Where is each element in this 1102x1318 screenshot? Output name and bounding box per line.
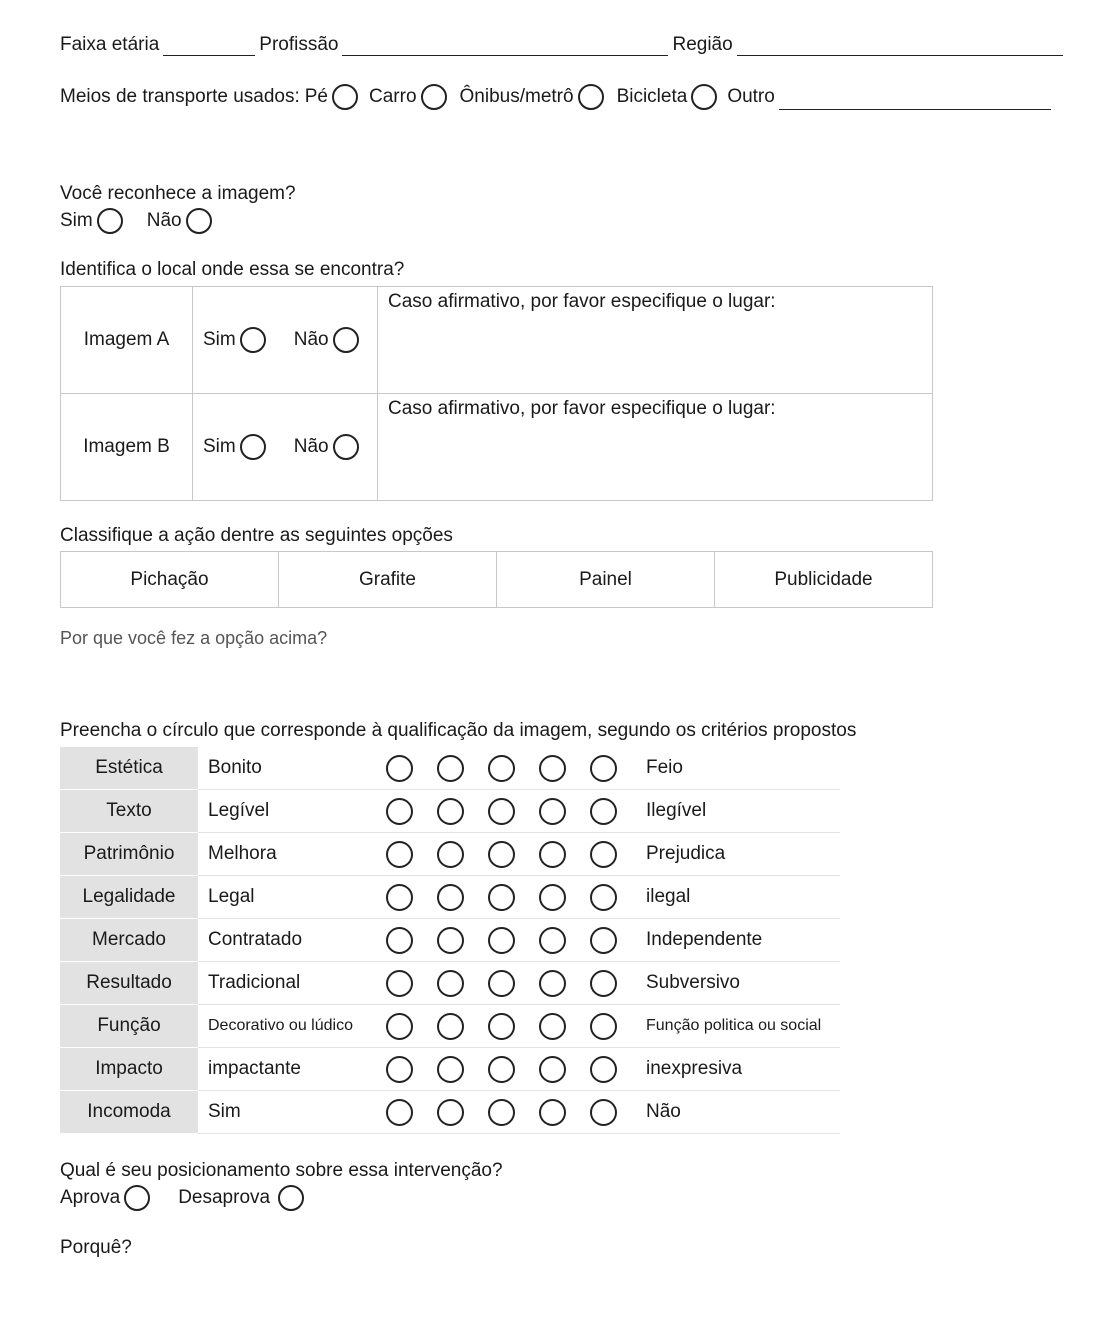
rating-scale — [378, 833, 642, 876]
rating-circle[interactable] — [590, 755, 617, 782]
identify-table — [60, 286, 933, 501]
rating-scale — [378, 1005, 642, 1048]
rating-circle[interactable] — [539, 1099, 566, 1126]
transport-option-onibus[interactable] — [460, 84, 604, 110]
rating-circle[interactable] — [539, 927, 566, 954]
rating-circle[interactable] — [590, 970, 617, 997]
radio-circle[interactable] — [278, 1185, 304, 1211]
rating-circle[interactable] — [488, 927, 515, 954]
rating-circle[interactable] — [488, 1099, 515, 1126]
rating-circle[interactable] — [488, 1013, 515, 1040]
rating-circle[interactable] — [590, 841, 617, 868]
radio-circle[interactable] — [186, 208, 212, 234]
recognize-yes-option[interactable] — [60, 208, 123, 234]
criteria-left-pole: Tradicional — [198, 962, 378, 1005]
disapprove-label: Desaprova — [178, 1187, 271, 1208]
position-why-question: Porquê? — [60, 1237, 132, 1258]
rating-circle[interactable] — [437, 927, 464, 954]
recognize-no-option[interactable] — [147, 208, 212, 234]
position-question: Qual é seu posicionamento sobre essa intervenção? — [60, 1160, 503, 1181]
radio-circle[interactable] — [124, 1185, 150, 1211]
rating-circle[interactable] — [539, 970, 566, 997]
yes-label: Sim — [203, 436, 236, 457]
transport-option-label: Carro — [369, 86, 417, 107]
age-field[interactable] — [163, 37, 255, 56]
criteria-row — [60, 1048, 840, 1091]
criteria-label: Texto — [60, 790, 198, 833]
rating-circle[interactable] — [386, 970, 413, 997]
rating-circle[interactable] — [386, 1099, 413, 1126]
criteria-row — [60, 790, 840, 833]
criteria-right-pole: ilegal — [642, 876, 840, 919]
rating-circle[interactable] — [437, 1099, 464, 1126]
rating-circle[interactable] — [590, 927, 617, 954]
identify-yes-no-cell — [193, 394, 378, 501]
identify-b-no-option[interactable] — [294, 434, 359, 460]
criteria-right-pole: Independente — [642, 919, 840, 962]
criteria-right-pole: Subversivo — [642, 962, 840, 1005]
recognize-options — [60, 208, 212, 234]
identify-image-label: Imagem B — [61, 394, 193, 501]
classify-question: Classifique a ação dentre as seguintes opções — [60, 525, 453, 546]
criteria-row — [60, 833, 840, 876]
criteria-left-pole: Contratado — [198, 919, 378, 962]
rating-circle[interactable] — [488, 970, 515, 997]
classify-table — [60, 551, 933, 608]
radio-circle[interactable] — [240, 327, 266, 353]
region-field[interactable] — [737, 37, 1063, 56]
classify-option-painel[interactable]: Painel — [497, 552, 715, 608]
rating-circle[interactable] — [590, 798, 617, 825]
transport-option-label: Bicicleta — [616, 86, 688, 107]
radio-circle[interactable] — [421, 84, 447, 110]
criteria-table — [60, 747, 840, 1134]
rating-circle[interactable] — [386, 755, 413, 782]
profession-label: Profissão — [259, 34, 339, 55]
rating-circle[interactable] — [437, 1056, 464, 1083]
criteria-label: Estética — [60, 747, 198, 790]
rating-circle[interactable] — [539, 798, 566, 825]
criteria-left-pole: Legal — [198, 876, 378, 919]
rating-circle[interactable] — [590, 1013, 617, 1040]
criteria-left-pole: Sim — [198, 1091, 378, 1134]
identify-note: Caso afirmativo, por favor especifique o lugar: — [388, 291, 776, 312]
recognize-yes-label: Sim — [60, 210, 93, 231]
criteria-row — [60, 1091, 840, 1134]
demographics-line — [60, 34, 1067, 56]
criteria-right-pole: Não — [642, 1091, 840, 1134]
transport-line — [60, 84, 1055, 110]
classify-why-question: Por que você fez a opção acima? — [60, 628, 328, 648]
rating-scale — [378, 962, 642, 1005]
criteria-question: Preencha o círculo que corresponde à qualificação da imagem, segundo os critérios propostos — [60, 720, 857, 741]
identify-a-yes-option[interactable] — [203, 327, 266, 353]
profession-field[interactable] — [342, 37, 668, 56]
rating-circle[interactable] — [437, 1013, 464, 1040]
classify-option-grafite[interactable]: Grafite — [279, 552, 497, 608]
rating-scale — [378, 919, 642, 962]
transport-other-label: Outro — [727, 86, 775, 107]
rating-scale — [378, 876, 642, 919]
criteria-right-pole: Feio — [642, 747, 840, 790]
criteria-label: Legalidade — [60, 876, 198, 919]
identify-question: Identifica o local onde essa se encontra? — [60, 259, 405, 280]
rating-circle[interactable] — [539, 1013, 566, 1040]
position-options — [60, 1185, 304, 1211]
rating-scale — [378, 747, 642, 790]
radio-circle[interactable] — [240, 434, 266, 460]
criteria-right-pole: Prejudica — [642, 833, 840, 876]
rating-scale — [378, 790, 642, 833]
identify-row-a — [61, 287, 933, 394]
disapprove-option[interactable] — [178, 1185, 304, 1211]
criteria-row — [60, 962, 840, 1005]
rating-circle[interactable] — [437, 798, 464, 825]
radio-circle[interactable] — [97, 208, 123, 234]
no-label: Não — [293, 436, 329, 457]
criteria-left-pole: impactante — [198, 1048, 378, 1091]
approve-label: Aprova — [60, 1187, 121, 1208]
rating-circle[interactable] — [386, 1056, 413, 1083]
radio-circle[interactable] — [332, 84, 358, 110]
rating-circle[interactable] — [386, 798, 413, 825]
rating-circle[interactable] — [488, 755, 515, 782]
criteria-left-pole: Melhora — [198, 833, 378, 876]
rating-circle[interactable] — [386, 884, 413, 911]
rating-circle[interactable] — [539, 1056, 566, 1083]
criteria-row — [60, 1005, 840, 1048]
radio-circle[interactable] — [691, 84, 717, 110]
criteria-label: Patrimônio — [60, 833, 198, 876]
criteria-row — [60, 747, 840, 790]
criteria-right-pole: Função politica ou social — [642, 1005, 840, 1048]
rating-circle[interactable] — [590, 884, 617, 911]
approve-option[interactable] — [60, 1185, 150, 1211]
rating-circle[interactable] — [386, 1013, 413, 1040]
rating-circle[interactable] — [437, 884, 464, 911]
radio-circle[interactable] — [333, 434, 359, 460]
criteria-right-pole: Ilegível — [642, 790, 840, 833]
criteria-label: Incomoda — [60, 1091, 198, 1134]
rating-circle[interactable] — [590, 1056, 617, 1083]
radio-circle[interactable] — [578, 84, 604, 110]
criteria-left-pole: Decorativo ou lúdico — [198, 1005, 378, 1048]
rating-circle[interactable] — [437, 755, 464, 782]
rating-circle[interactable] — [488, 841, 515, 868]
rating-scale — [378, 1091, 642, 1134]
transport-option-bicicleta[interactable] — [617, 84, 718, 110]
rating-scale — [378, 1048, 642, 1091]
rating-circle[interactable] — [488, 798, 515, 825]
criteria-label: Impacto — [60, 1048, 198, 1091]
transport-other-field[interactable] — [779, 91, 1051, 110]
identify-a-note-cell[interactable] — [378, 287, 933, 394]
region-label: Região — [672, 34, 733, 55]
identify-image-label: Imagem A — [61, 287, 193, 394]
transport-option-label: Ônibus/metrô — [459, 86, 574, 107]
criteria-right-pole: inexpresiva — [642, 1048, 840, 1091]
transport-label: Meios de transporte usados: — [60, 86, 300, 107]
rating-circle[interactable] — [488, 884, 515, 911]
criteria-row — [60, 919, 840, 962]
criteria-label: Função — [60, 1005, 198, 1048]
age-label: Faixa etária — [60, 34, 160, 55]
identify-b-note-cell[interactable] — [378, 394, 933, 501]
transport-option-pe[interactable] — [305, 84, 358, 110]
rating-circle[interactable] — [539, 884, 566, 911]
transport-option-carro[interactable] — [369, 84, 447, 110]
identify-b-yes-option[interactable] — [203, 434, 266, 460]
rating-circle[interactable] — [437, 970, 464, 997]
recognize-question: Você reconhece a imagem? — [60, 183, 296, 204]
classify-option-publicidade[interactable]: Publicidade — [715, 552, 933, 608]
identify-row-b — [61, 394, 933, 501]
rating-circle[interactable] — [488, 1056, 515, 1083]
criteria-label: Resultado — [60, 962, 198, 1005]
yes-label: Sim — [203, 329, 236, 350]
rating-circle[interactable] — [590, 1099, 617, 1126]
no-label: Não — [293, 329, 329, 350]
identify-yes-no-cell — [193, 287, 378, 394]
criteria-label: Mercado — [60, 919, 198, 962]
recognize-no-label: Não — [146, 210, 182, 231]
rating-circle[interactable] — [539, 755, 566, 782]
rating-circle[interactable] — [386, 927, 413, 954]
radio-circle[interactable] — [333, 327, 359, 353]
rating-circle[interactable] — [437, 841, 464, 868]
criteria-left-pole: Bonito — [198, 747, 378, 790]
classify-option-pichacao[interactable]: Pichação — [61, 552, 279, 608]
criteria-row — [60, 876, 840, 919]
rating-circle[interactable] — [539, 841, 566, 868]
identify-a-no-option[interactable] — [294, 327, 359, 353]
identify-note: Caso afirmativo, por favor especifique o lugar: — [388, 398, 776, 419]
transport-option-label: Pé — [304, 86, 328, 107]
criteria-left-pole: Legível — [198, 790, 378, 833]
rating-circle[interactable] — [386, 841, 413, 868]
